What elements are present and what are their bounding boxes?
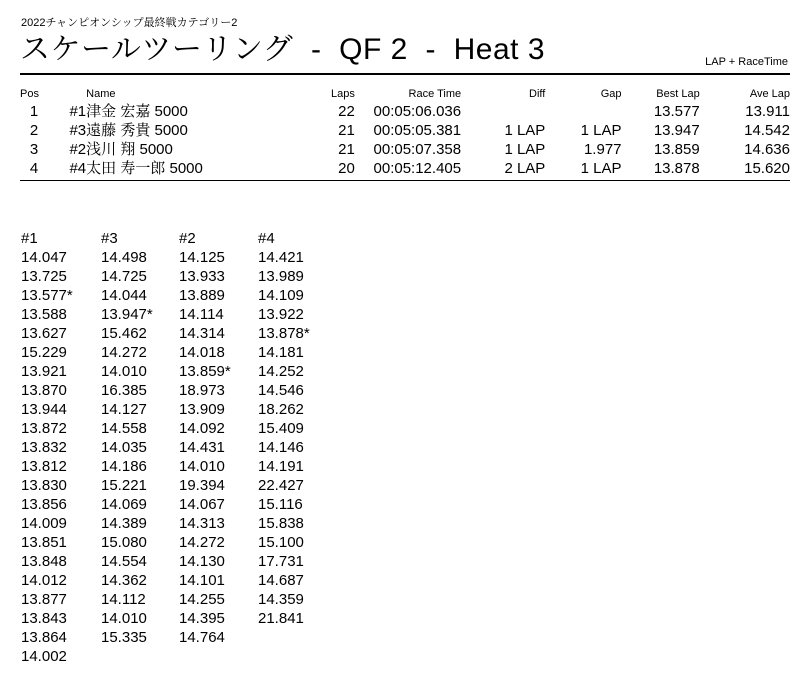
lap-time: 19.394 [179, 477, 225, 494]
cell-best-lap: 13.577 [653, 103, 700, 120]
lap-column-header: #3 [101, 230, 118, 247]
lap-time: 13.870 [21, 382, 67, 399]
col-number [48, 86, 86, 102]
lap-time: 13.872 [21, 420, 67, 437]
lap-time: 13.830 [21, 477, 67, 494]
col-race-time: Race Time [408, 88, 462, 100]
lap-time: 13.877 [21, 591, 67, 608]
lap-time: 13.909 [179, 401, 225, 418]
lap-time: 13.848 [21, 553, 67, 570]
results-header-row [20, 86, 790, 102]
lap-time: 15.229 [21, 344, 67, 361]
cell-laps: 20 [338, 160, 355, 177]
lap-time: 14.109 [258, 287, 304, 304]
lap-time: 14.687 [258, 572, 304, 589]
lap-time: 13.832 [21, 439, 67, 456]
lap-time: 13.851 [21, 534, 67, 551]
cell-pos: 2 [29, 122, 39, 139]
cell-name: 浅川 翔 5000 [86, 141, 173, 158]
lap-time: 14.395 [179, 610, 225, 627]
col-diff: Diff [529, 88, 546, 100]
lap-time: 13.864 [21, 629, 67, 646]
lap-time: 15.080 [101, 534, 147, 551]
lap-time: 15.838 [258, 515, 304, 532]
lap-time: 15.116 [258, 496, 303, 513]
lap-time: 13.859* [179, 363, 231, 380]
cell-name: 津金 宏嘉 5000 [86, 103, 188, 120]
lap-time: 13.856 [21, 496, 67, 513]
lap-time: 17.731 [258, 553, 304, 570]
cell-diff: 2 LAP [504, 160, 546, 177]
lap-time: 14.092 [179, 420, 225, 437]
lap-time: 14.035 [101, 439, 147, 456]
lap-time: 13.947* [101, 306, 153, 323]
lap-time: 14.130 [179, 553, 225, 570]
lap-time: 14.431 [179, 439, 225, 456]
cell-best-lap: 13.947 [653, 122, 700, 139]
lap-time: 14.554 [101, 553, 147, 570]
lap-column [21, 229, 99, 666]
lap-time: 14.146 [258, 439, 304, 456]
lap-time: 15.100 [258, 534, 304, 551]
lap-time: 14.272 [101, 344, 147, 361]
lap-time: 15.462 [101, 325, 147, 342]
lap-time: 14.101 [179, 572, 225, 589]
lap-time: 13.878* [258, 325, 310, 342]
cell-laps: 21 [338, 122, 355, 139]
cell-pos: 3 [29, 141, 39, 158]
cell-race-time: 00:05:06.036 [373, 103, 462, 120]
lap-time: 14.255 [179, 591, 225, 608]
cell-number: #1 [69, 103, 87, 120]
cell-gap: 1 LAP [580, 160, 622, 177]
lap-time: 14.362 [101, 572, 147, 589]
header-divider [20, 73, 790, 75]
lap-time: 13.889 [179, 287, 225, 304]
lap-time: 14.314 [179, 325, 225, 342]
cell-laps: 21 [338, 141, 355, 158]
lap-time: 14.359 [258, 591, 304, 608]
lap-time: 14.725 [101, 268, 147, 285]
lap-time: 14.112 [101, 591, 146, 608]
cell-gap: 1.977 [583, 141, 622, 158]
lap-time: 18.262 [258, 401, 304, 418]
cell-gap: 1 LAP [580, 122, 622, 139]
lap-time: 13.944 [21, 401, 67, 418]
cell-name: 太田 寿一郎 5000 [86, 160, 203, 177]
lap-time: 14.067 [179, 496, 225, 513]
lap-time: 15.221 [101, 477, 147, 494]
cell-ave-lap: 14.542 [744, 122, 790, 139]
col-pos: Pos [20, 88, 39, 100]
lap-time: 14.389 [101, 515, 147, 532]
lap-time: 14.044 [101, 287, 147, 304]
results-table [20, 86, 790, 178]
lap-time: 14.127 [101, 401, 147, 418]
lap-time: 13.812 [21, 458, 67, 475]
col-name: Name [86, 88, 116, 100]
lap-time: 14.186 [101, 458, 147, 475]
lap-time: 13.921 [21, 363, 67, 380]
lap-column [101, 229, 179, 647]
lap-time: 14.009 [21, 515, 67, 532]
cell-laps: 22 [338, 103, 355, 120]
lap-time: 15.335 [101, 629, 147, 646]
cell-pos: 1 [29, 103, 39, 120]
cell-ave-lap: 13.911 [745, 103, 790, 120]
lap-column-header: #1 [21, 230, 38, 247]
lap-time: 18.973 [179, 382, 225, 399]
lap-time: 14.181 [258, 344, 304, 361]
lap-column-header: #4 [258, 230, 275, 247]
lap-time: 13.588 [21, 306, 67, 323]
table-row [20, 140, 790, 159]
lap-time: 15.409 [258, 420, 304, 437]
col-gap: Gap [600, 88, 622, 100]
lap-time: 14.498 [101, 249, 147, 266]
scoring-mode: LAP + RaceTime [705, 56, 788, 68]
lap-time: 13.933 [179, 268, 225, 285]
lap-time: 14.421 [258, 249, 304, 266]
cell-gap [545, 102, 621, 121]
lap-column [179, 229, 257, 647]
cell-race-time: 00:05:07.358 [373, 141, 462, 158]
lap-time: 13.922 [258, 306, 304, 323]
cell-diff: 1 LAP [504, 141, 546, 158]
lap-time: 14.272 [179, 534, 225, 551]
cell-diff [461, 102, 545, 121]
col-laps: Laps [330, 88, 355, 100]
lap-time: 13.577* [21, 287, 73, 304]
col-ave-lap: Ave Lap [749, 88, 790, 100]
lap-time: 14.191 [258, 458, 304, 475]
cell-number: #4 [69, 160, 87, 177]
cell-ave-lap: 15.620 [744, 160, 790, 177]
lap-time: 14.546 [258, 382, 304, 399]
cell-number: #2 [69, 141, 87, 158]
lap-time: 14.012 [21, 572, 67, 589]
lap-time: 14.313 [179, 515, 225, 532]
lap-time: 14.558 [101, 420, 147, 437]
lap-column [258, 229, 336, 628]
table-row [20, 121, 790, 140]
cell-race-time: 00:05:05.381 [373, 122, 462, 139]
lap-time: 14.125 [179, 249, 225, 266]
cell-pos: 4 [29, 160, 39, 177]
lap-time: 14.252 [258, 363, 304, 380]
lap-time: 16.385 [101, 382, 147, 399]
lap-time: 13.843 [21, 610, 67, 627]
results-divider [20, 180, 790, 181]
table-row [20, 102, 790, 121]
lap-time: 14.018 [179, 344, 225, 361]
cell-race-time: 00:05:12.405 [373, 160, 462, 177]
lap-time: 14.114 [179, 306, 224, 323]
col-best-lap: Best Lap [656, 88, 700, 100]
cell-name: 遠藤 秀貴 5000 [86, 122, 188, 139]
lap-time: 14.010 [101, 610, 147, 627]
lap-time: 14.002 [21, 648, 67, 665]
lap-time: 14.010 [179, 458, 225, 475]
lap-time: 14.047 [21, 249, 67, 266]
series-title: 2022チャンピオンシップ最終戦カテゴリー2 [21, 17, 238, 29]
lap-time: 13.627 [21, 325, 67, 342]
cell-ave-lap: 14.636 [744, 141, 790, 158]
cell-best-lap: 13.859 [653, 141, 700, 158]
lap-time: 13.725 [21, 268, 67, 285]
table-row [20, 159, 790, 178]
lap-time: 14.069 [101, 496, 147, 513]
lap-time: 22.427 [258, 477, 304, 494]
lap-time: 13.989 [258, 268, 304, 285]
lap-column-header: #2 [179, 230, 196, 247]
lap-time: 14.764 [179, 629, 225, 646]
lap-time: 21.841 [258, 610, 304, 627]
cell-diff: 1 LAP [504, 122, 546, 139]
cell-number: #3 [69, 122, 87, 139]
cell-best-lap: 13.878 [653, 160, 700, 177]
page-title: スケールツーリング - QF 2 - Heat 3 [20, 33, 546, 66]
lap-time: 14.010 [101, 363, 147, 380]
